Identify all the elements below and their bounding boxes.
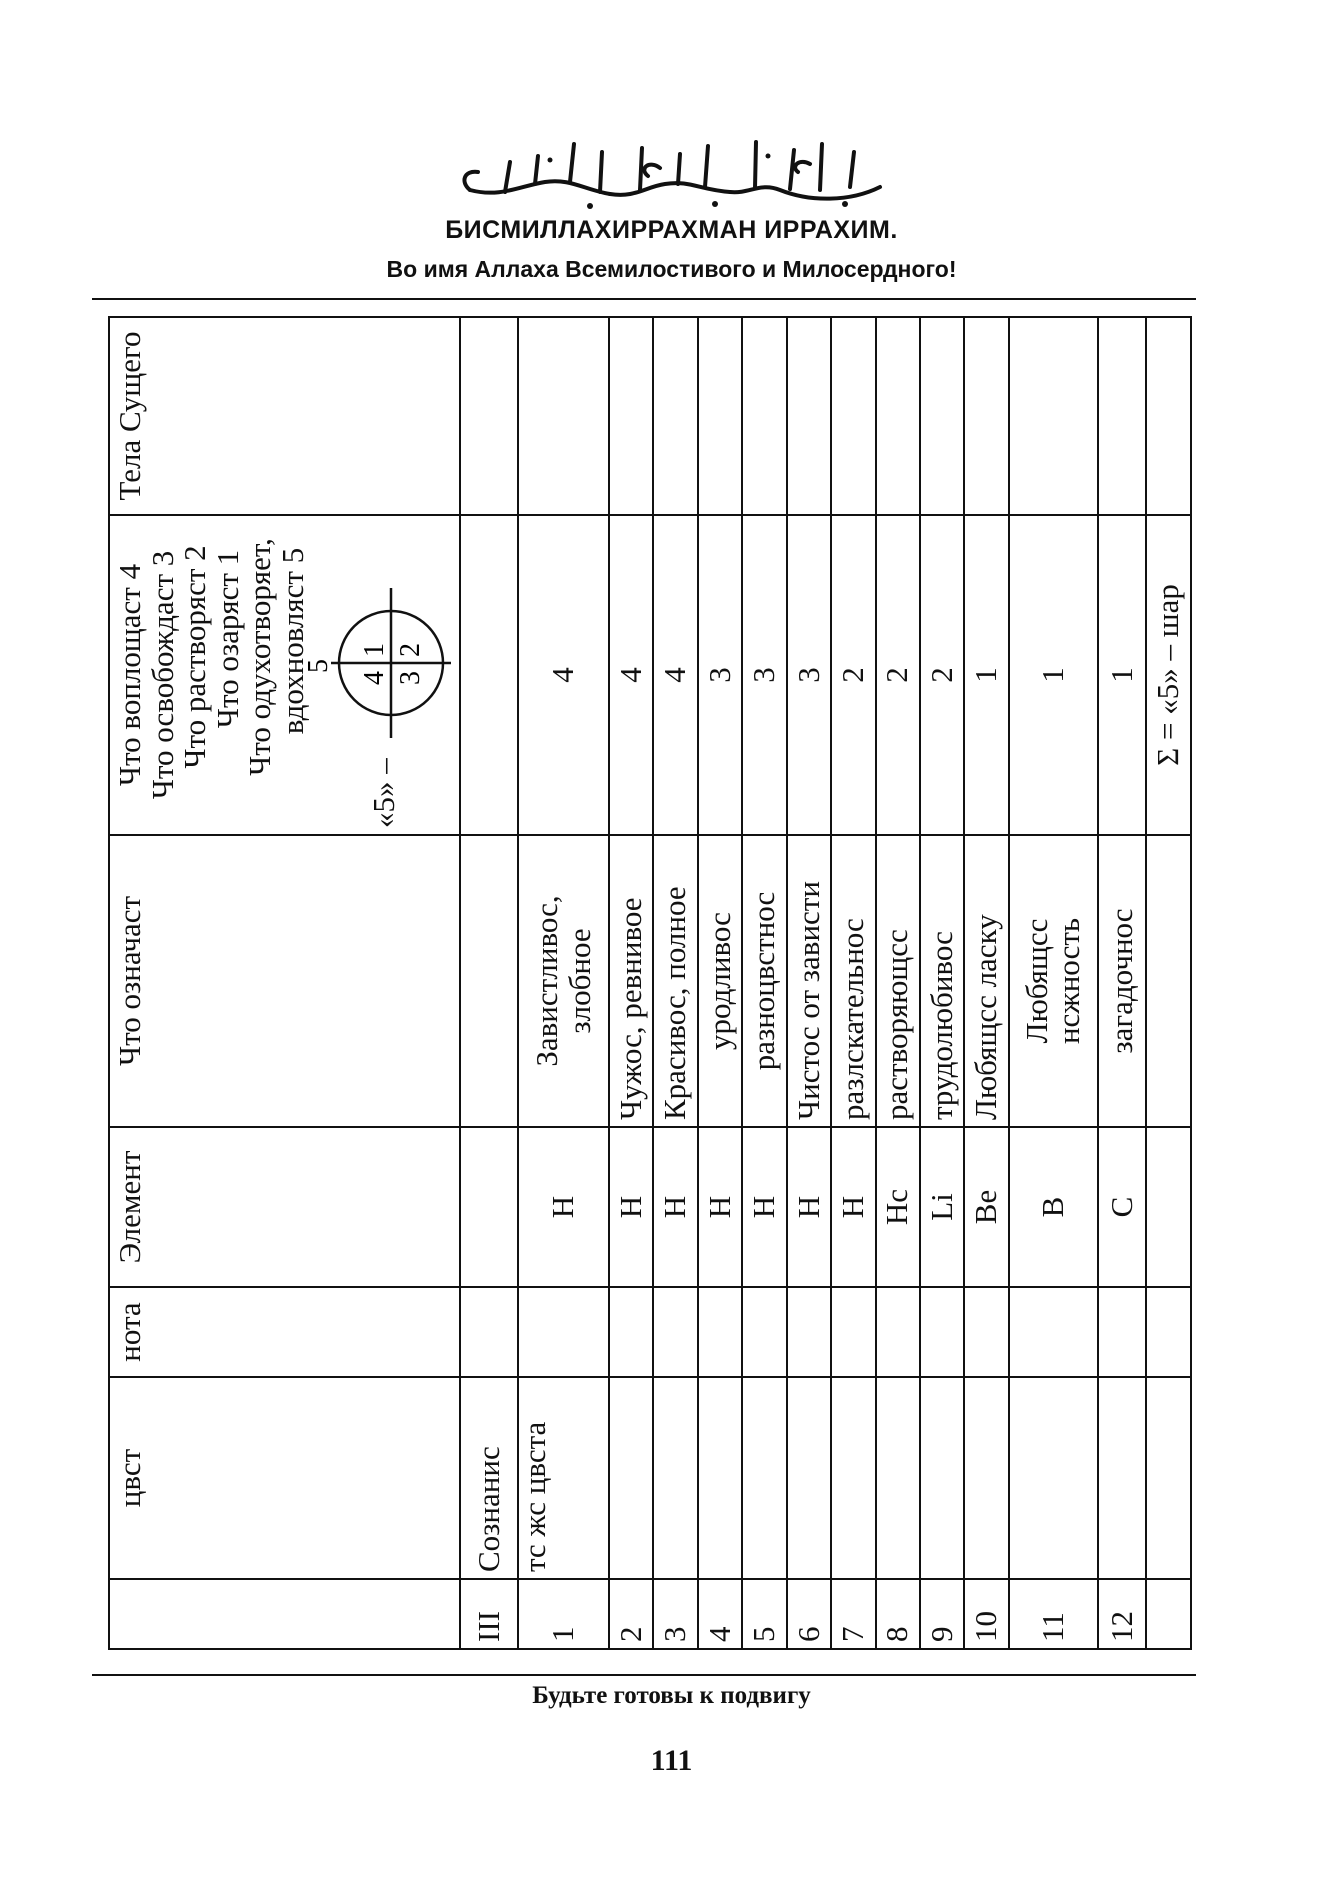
table-row: [698, 317, 742, 1649]
table-row: [1009, 317, 1098, 1649]
row-meaning: загадочнос: [1098, 835, 1147, 1127]
row-bodies: [1098, 317, 1147, 515]
bismillah-subtitle: Во имя Аллаха Всемилостивого и Милосердного!: [386, 256, 957, 282]
row-note: [787, 1287, 831, 1377]
description-line: Что воплощаст 4: [112, 563, 147, 787]
table-row: [1098, 317, 1147, 1649]
header-blank: [109, 1579, 460, 1649]
section-row: [460, 317, 518, 1649]
sum-row: [1146, 317, 1191, 1649]
row-element: Н: [653, 1127, 697, 1287]
row-note: [876, 1287, 920, 1377]
row-element: Н: [698, 1127, 742, 1287]
section-label: Сознанис: [460, 1377, 518, 1579]
row-element: Н: [518, 1127, 609, 1287]
row-value: 3: [742, 515, 786, 835]
row-note: [1098, 1287, 1147, 1377]
bismillah-calligraphy-icon: [450, 132, 890, 212]
table-row: [653, 317, 697, 1649]
row-bodies: [831, 317, 875, 515]
diagram-q2: 2: [395, 643, 427, 658]
header-meaning: Что означаст: [109, 835, 460, 1127]
row-meaning: Завистливос, злобное: [518, 835, 609, 1127]
row-note: [742, 1287, 786, 1377]
data-table: [108, 316, 1192, 1650]
description-line: Что освобождаст 3: [144, 550, 180, 800]
row-element: Н: [831, 1127, 875, 1287]
table-header-row: [109, 317, 460, 1649]
description-line: вдохновляст 5: [274, 547, 310, 735]
row-element: Li: [920, 1127, 964, 1287]
table-row: [518, 317, 609, 1649]
row-color: [653, 1377, 697, 1579]
row-meaning: растворяющсс: [876, 835, 920, 1127]
row-value: 4: [518, 515, 609, 835]
row-meaning: разноцвстнос: [742, 835, 786, 1127]
table-row: [920, 317, 964, 1649]
row-value: 3: [787, 515, 831, 835]
row-color: [920, 1377, 964, 1579]
sphere-diagram-icon: [303, 578, 459, 758]
bismillah-title: БИСМИЛЛАХИРРАХМАН ИРРАХИМ.: [445, 216, 898, 244]
footer-slogan: Будьте готовы к подвигу: [532, 1682, 811, 1709]
row-value: 1: [1009, 515, 1098, 835]
row-bodies: [609, 317, 653, 515]
row-number: 6: [787, 1579, 831, 1649]
diagram-top-number: 5: [303, 659, 335, 674]
table-row: [876, 317, 920, 1649]
row-number: 9: [920, 1579, 964, 1649]
row-bodies: [1009, 317, 1098, 515]
row-element: Н: [742, 1127, 786, 1287]
row-color: [1098, 1377, 1147, 1579]
row-number: 11: [1009, 1579, 1098, 1649]
diagram-q1: 1: [359, 643, 391, 658]
header-bodies: Тела Сущего: [109, 317, 460, 515]
row-element: В: [1009, 1127, 1098, 1287]
row-value: 1: [964, 515, 1008, 835]
row-number: 8: [876, 1579, 920, 1649]
diagram-q3: 3: [395, 671, 427, 686]
row-note: [698, 1287, 742, 1377]
row-value: 1: [1098, 515, 1147, 835]
row-number: 10: [964, 1579, 1008, 1649]
row-note: [920, 1287, 964, 1377]
row-element: Н: [609, 1127, 653, 1287]
row-value: 3: [698, 515, 742, 835]
table-row: [964, 317, 1008, 1649]
row-number: 12: [1098, 1579, 1147, 1649]
description-line: Что одухотворяет,: [242, 538, 278, 776]
row-bodies: [742, 317, 786, 515]
row-number: 1: [518, 1579, 609, 1649]
rotated-table: [108, 318, 1192, 1650]
table-row: [742, 317, 786, 1649]
page-number: 111: [650, 1744, 693, 1777]
row-color: [787, 1377, 831, 1579]
row-meaning: трудолюбивос: [920, 835, 964, 1127]
row-value: 2: [831, 515, 875, 835]
row-meaning: Красивос, полное: [653, 835, 697, 1127]
row-bodies: [920, 317, 964, 515]
row-note: [609, 1287, 653, 1377]
header-element: Элемент: [109, 1127, 460, 1287]
row-note: [518, 1287, 609, 1377]
table-row: [787, 317, 831, 1649]
row-meaning: Любящсс ласку: [964, 835, 1008, 1127]
description-line: Что озаряст 1: [209, 549, 245, 729]
row-meaning: разлскательнос: [831, 835, 875, 1127]
row-element: Ве: [964, 1127, 1008, 1287]
row-number: 7: [831, 1579, 875, 1649]
row-color: [609, 1377, 653, 1579]
row-meaning: Чистос от зависти: [787, 835, 831, 1127]
row-element: Нс: [876, 1127, 920, 1287]
row-bodies: [698, 317, 742, 515]
row-note: [1009, 1287, 1098, 1377]
row-bodies: [653, 317, 697, 515]
row-value: 4: [653, 515, 697, 835]
row-number: 5: [742, 1579, 786, 1649]
section-number: III: [460, 1579, 518, 1649]
row-element: С: [1098, 1127, 1147, 1287]
header-note: нота: [109, 1287, 460, 1377]
row-bodies: [518, 317, 609, 515]
row-value: 4: [609, 515, 653, 835]
row-value: 2: [920, 515, 964, 835]
row-color: [742, 1377, 786, 1579]
header-diagram: [109, 515, 460, 835]
row-note: [653, 1287, 697, 1377]
row-element: Н: [787, 1127, 831, 1287]
row-number: 3: [653, 1579, 697, 1649]
table-row: [609, 317, 653, 1649]
row-color: [831, 1377, 875, 1579]
row-meaning: уродливос: [698, 835, 742, 1127]
row-bodies: [876, 317, 920, 515]
row-color: [964, 1377, 1008, 1579]
sphere-diagram-row: [303, 522, 459, 828]
row-number: 2: [609, 1579, 653, 1649]
row-bodies: [964, 317, 1008, 515]
diagram-q4: 4: [359, 671, 391, 686]
row-meaning: Чужос, ревнивое: [609, 835, 653, 1127]
quote-five: «5» –: [366, 758, 402, 828]
row-color: [698, 1377, 742, 1579]
row-color: [1009, 1377, 1098, 1579]
row-note: [831, 1287, 875, 1377]
footer-rule: [92, 1674, 1196, 1676]
row-color: тс жс цвста: [518, 1377, 609, 1579]
row-value: 2: [876, 515, 920, 835]
row-bodies: [787, 317, 831, 515]
row-note: [964, 1287, 1008, 1377]
header-color: цвст: [109, 1377, 460, 1579]
header-rule: [92, 298, 1196, 300]
sum-formula: Σ = «5» – шар: [1146, 515, 1191, 835]
table-row: [831, 317, 875, 1649]
row-meaning: Любящсс нсжность: [1009, 835, 1098, 1127]
row-color: [876, 1377, 920, 1579]
description-line: Что растворяст 2: [177, 545, 213, 769]
row-number: 4: [698, 1579, 742, 1649]
